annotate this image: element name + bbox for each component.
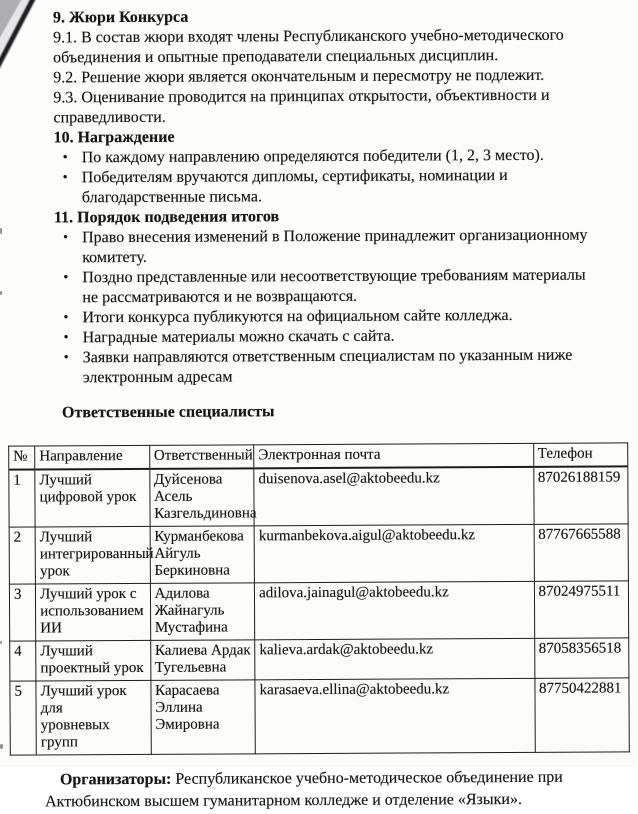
bullet-icon: • — [63, 350, 69, 366]
organizers-text: Республиканское учебно-методическое объединение при Актюбинском высшем гуманитарном колледже и отделение «Языки». — [45, 768, 563, 811]
cell-responsible: Курманбекова Айгуль Беркиновна — [150, 526, 255, 584]
specialists-heading: Ответственные специалисты — [61, 403, 275, 422]
header-responsible: Ответственный — [149, 445, 254, 469]
cell-email: kalieva.ardak@aktobeedu.kz — [255, 638, 535, 679]
cell-direction: Лучший урок с использованием ИИ — [36, 583, 151, 641]
rules-text-block — [53, 6, 600, 389]
cell-direction: Лучший цифровой урок — [35, 469, 150, 527]
bullet-icon: • — [63, 270, 69, 286]
cell-responsible: Адилова Жайнагуль Мустафина — [150, 583, 255, 641]
cell-responsible: Калиева Ардак Тугельевна — [150, 640, 255, 681]
cell-responsible: Карасаева Эллина Эмировна — [151, 680, 256, 755]
table-header-row — [9, 443, 628, 470]
header-direction: Направление — [35, 445, 150, 469]
specialists-table — [8, 442, 630, 755]
section-9-paragraph-1: 9.1. В состав жюри входят члены Республиканского учебно-методического объединения и опытные преподаватели специальных дисциплин. — [53, 26, 564, 67]
cell-phone: 87750422881 — [534, 678, 629, 752]
organizers-label: Организаторы: — [59, 770, 172, 789]
section-11-bullet-5 — [55, 346, 600, 389]
bullet-text: Поздно представленные или несоответствующие требованиям материалы не рассматриваются и не возвращаются. — [82, 266, 586, 307]
section-9-paragraph-2: 9.2. Решение жюри является окончательным и пересмотру не подлежит. — [53, 66, 545, 87]
header-email: Электронная почта — [254, 443, 533, 468]
scan-speck — [0, 291, 2, 295]
cell-number: 5 — [10, 681, 37, 755]
cell-number: 1 — [9, 469, 35, 527]
table-row — [10, 678, 629, 755]
bullet-icon: • — [62, 170, 68, 186]
header-number: № — [9, 446, 35, 470]
bullet-icon: • — [62, 150, 68, 166]
section-10-bullet-2 — [54, 166, 599, 209]
scan-speck — [0, 641, 2, 644]
section-11-bullet-3 — [54, 306, 599, 329]
scan-speck — [0, 744, 3, 749]
scan-corner-artifact — [0, 0, 70, 130]
document-content — [0, 5, 638, 813]
section-11-bullet-2 — [54, 266, 599, 309]
organizers-paragraph — [45, 767, 590, 814]
cell-responsible: Дуйсенова Асель Казгельдиновна — [149, 468, 254, 526]
section-9-title: 9. Жюри Конкурса — [52, 8, 189, 27]
cell-email: kurmanbekova.aigul@aktobeedu.kz — [254, 524, 534, 582]
table-row — [9, 524, 628, 584]
bullet-text: Победителям вручаются дипломы, сертификаты, номинации и благодарственные письма. — [81, 167, 508, 207]
bullet-text: Итоги конкурса публикуются на официальном сайте колледжа. — [82, 306, 513, 327]
section-11-bullet-1 — [54, 226, 599, 269]
bullet-icon: • — [63, 330, 69, 346]
table-row — [9, 581, 628, 641]
cell-direction: Лучший проектный урок — [36, 640, 151, 681]
cell-email: karasaeva.ellina@aktobeedu.kz — [255, 678, 535, 753]
cell-direction: Лучший интегрированный урок — [35, 526, 150, 584]
section-10-bullet-1 — [54, 146, 599, 169]
table-row — [10, 638, 629, 681]
bullet-text: Наградные материалы можно скачать с сайта. — [82, 327, 395, 347]
cell-phone: 87024975511 — [534, 581, 629, 638]
bullet-text: Заявки направляются ответственным специалистам по указанным ниже электронным адресам — [82, 346, 573, 387]
section-9-paragraph-3: 9.3. Оценивание проводится на принципах открытости, объективности и справедливости. — [53, 86, 550, 127]
bullet-icon: • — [63, 310, 69, 326]
section-10-title: 10. Награждение — [53, 128, 175, 147]
bullet-text: Право внесения изменений в Положение принадлежит организационному комитету. — [82, 226, 588, 267]
section-11-bullet-4 — [55, 326, 600, 349]
cell-email: duisenova.asel@aktobeedu.kz — [254, 467, 534, 526]
cell-phone: 87026188159 — [533, 466, 628, 524]
cell-phone: 87767665588 — [534, 524, 629, 581]
section-11-title: 11. Порядок подведения итогов — [53, 208, 280, 227]
bullet-icon: • — [63, 230, 69, 246]
cell-email: adilova.jainagul@aktobeedu.kz — [255, 581, 535, 639]
cell-number: 4 — [10, 641, 36, 681]
scan-speck — [0, 228, 2, 234]
header-phone: Телефон — [533, 443, 628, 467]
cell-number: 3 — [9, 584, 35, 641]
bullet-text: По каждому направлению определяются победители (1, 2, 3 место). — [81, 146, 544, 167]
cell-number: 2 — [9, 527, 35, 584]
cell-phone: 87058356518 — [534, 638, 629, 678]
table-row — [9, 466, 628, 527]
cell-direction: Лучший урок для уровневых групп — [36, 680, 151, 755]
